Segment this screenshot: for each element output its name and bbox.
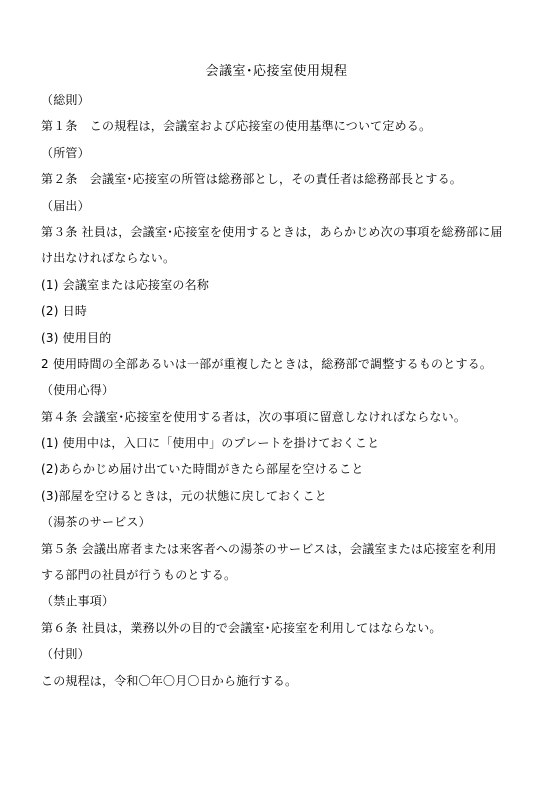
article-5: 第５条 会議出席者または来客者への湯茶のサービスは，会議室または応接室を利用 — [41, 541, 497, 556]
article-2: 第２条 会議室･応接室の所管は総務部とし，その責任者は総務部長とする。 — [41, 172, 463, 187]
article-3-paragraph-2: 2 使用時間の全部あるいは一部が重複したときは，総務部で調整するものとする。 — [41, 356, 493, 371]
article-3-continued: け出なければならない。 — [41, 251, 176, 266]
article-6: 第６条 社員は，業務以外の目的で会議室･応接室を利用してはならない。 — [41, 620, 442, 635]
section-heading-supplementary: （付則） — [41, 647, 90, 662]
list-item: (1) 会議室または応接室の名称 — [41, 277, 210, 292]
document-body — [41, 90, 521, 697]
section-heading-prohibited: （禁止事項） — [41, 594, 115, 609]
section-heading-usage-rules: （使用心得） — [41, 383, 115, 398]
article-1: 第１条 この規程は，会議室および応接室の使用基準について定める。 — [41, 119, 432, 134]
effective-date-statement: この規程は，令和〇年〇月〇日から施行する。 — [41, 673, 298, 688]
list-item: (3) 使用目的 — [41, 330, 112, 345]
list-item: (2) 日時 — [41, 304, 88, 319]
section-heading-jurisdiction: （所管） — [41, 145, 90, 160]
list-item: (1) 使用中は，入口に「使用中」のプレートを掛けておくこと — [41, 436, 380, 451]
section-heading-notification: （届出） — [41, 198, 90, 213]
section-heading-general: （総則） — [41, 93, 90, 107]
article-3: 第３条 社員は，会議室･応接室を使用するときは，あらかじめ次の事項を総務部に届 — [41, 224, 503, 239]
document-title: 会議室･応接室使用規程 — [205, 64, 348, 79]
article-5-continued: する部門の社員が行うものとする。 — [41, 568, 237, 583]
list-item: (3)部屋を空けるときは，元の状態に戻しておくこと — [41, 488, 327, 503]
list-item: (2)あらかじめ届け出ていた時間がきたら部屋を空けること — [41, 462, 364, 477]
article-4: 第４条 会議室･応接室を使用する者は，次の事項に留意しなければならない。 — [41, 409, 467, 424]
section-heading-tea-service: （湯茶のサービス） — [41, 515, 151, 530]
